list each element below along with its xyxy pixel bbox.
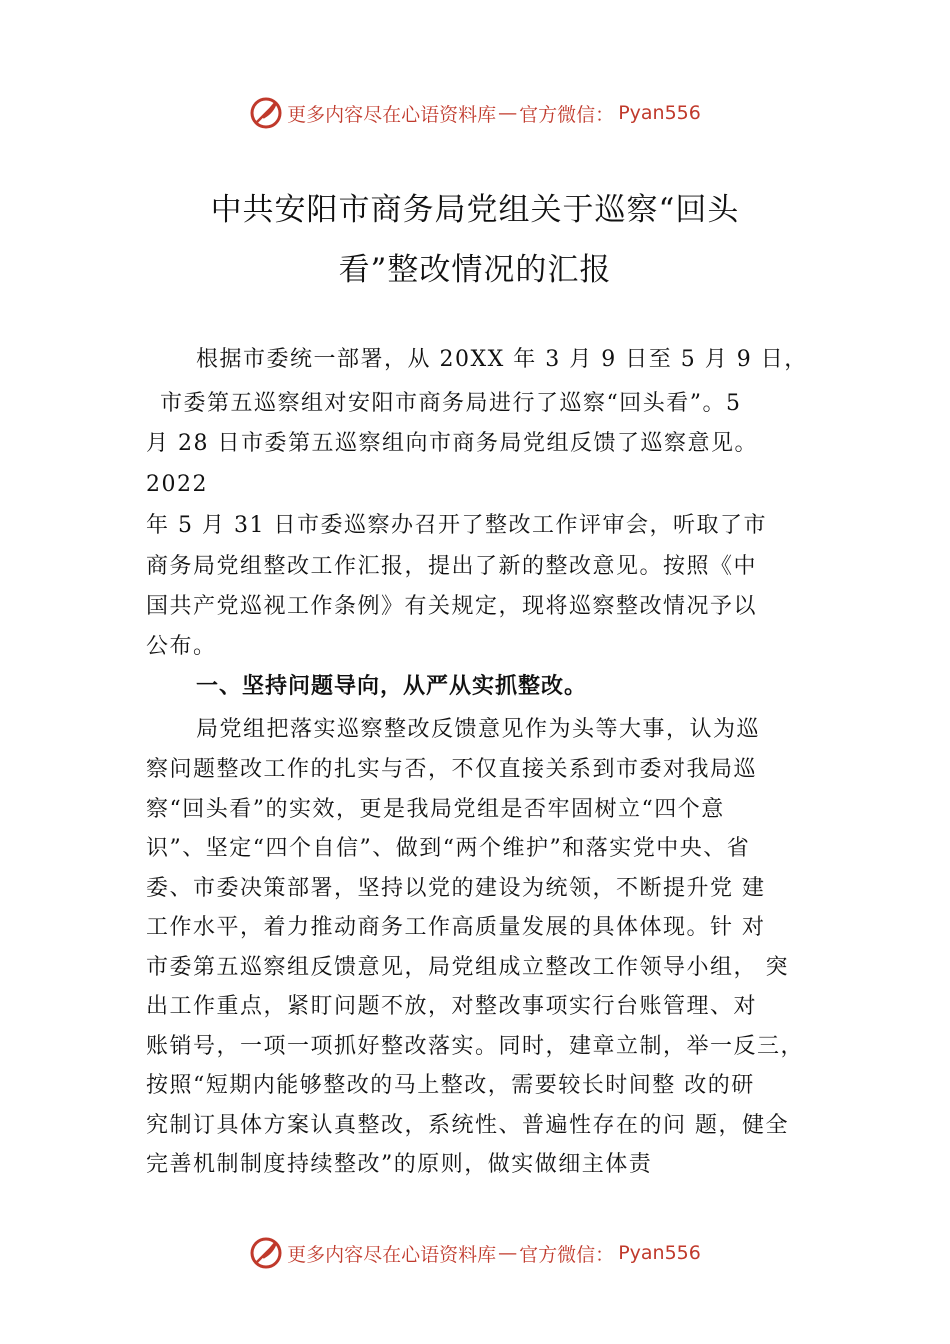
body-line: 公布。	[146, 634, 217, 659]
body-line: 察问题整改工作的扎实与否，不仅直接关系到市委对我局巡	[146, 757, 758, 782]
body-line: 识”、坚定“四个自信”、做到“两个维护”和落实党中央、省	[146, 836, 751, 861]
body-line: 出工作重点，紧盯问题不放，对整改事项实行台账管理、对	[146, 994, 758, 1019]
body-line: 完善机制制度持续整改”的原则，做实做细主体责	[146, 1152, 653, 1177]
library-text: 更多内容尽在心语资料库	[287, 103, 497, 126]
footer-banner	[0, 1233, 950, 1273]
section-heading: 一、坚持问题导向，从严从实抓整改。	[196, 674, 588, 699]
body-line: 工作水平，着力推动商务工作高质量发展的具体体现。针 对	[146, 915, 766, 940]
body-line: 国共产党巡视工作条例》有关规定，现将巡察整改情况予以	[146, 594, 758, 619]
body-line: 年 5 月 31 日市委巡察办召开了整改工作评审会，听取了市	[146, 513, 767, 538]
separator: —	[498, 102, 518, 124]
body-line: 月 28 日市委第五巡察组向市商务局党组反馈了巡察意见。	[146, 431, 758, 456]
body-line: 委、市委决策部署，坚持以党的建设为统领，不断提升党 建	[146, 876, 766, 901]
document-title-line-2: 看”整改情况的汇报	[338, 252, 612, 288]
wechat-id: Pyan556	[618, 1242, 701, 1264]
body-line: 按照“短期内能够整改的马上整改，需要较长时间整 改的研	[146, 1073, 755, 1098]
body-line: 2022	[146, 472, 208, 497]
body-line: 局党组把落实巡察整改反馈意见作为头等大事，认为巡	[196, 717, 761, 742]
body-line: 商务局党组整改工作汇报，提出了新的整改意见。按照《中	[146, 554, 758, 579]
wechat-id: Pyan556	[618, 102, 701, 124]
library-text: 更多内容尽在心语资料库	[287, 1243, 497, 1266]
header-banner	[0, 93, 950, 133]
feather-logo-icon	[249, 1236, 283, 1270]
document-title-line-1: 中共安阳市商务局党组关于巡察“回头	[210, 192, 740, 228]
body-line: 市委第五巡察组反馈意见，局党组成立整改工作领导小组， 突	[146, 955, 789, 980]
body-line: 市委第五巡察组对安阳市商务局进行了巡察“回头看”。5	[160, 391, 742, 416]
body-line: 察“回头看”的实效，更是我局党组是否牢固树立“四个意	[146, 797, 725, 822]
body-line: 究制订具体方案认真整改，系统性、普遍性存在的问 题，健全	[146, 1113, 789, 1138]
body-line: 根据市委统一部署，从 20XX 年 3 月 9 日至 5 月 9 日，	[196, 347, 808, 372]
wechat-label: 官方微信：	[519, 1243, 615, 1266]
separator: —	[498, 1242, 518, 1264]
feather-logo-icon	[249, 96, 283, 130]
body-line: 账销号，一项一项抓好整改落实。同时，建章立制，举一反三，	[146, 1034, 805, 1059]
wechat-label: 官方微信：	[519, 103, 615, 126]
